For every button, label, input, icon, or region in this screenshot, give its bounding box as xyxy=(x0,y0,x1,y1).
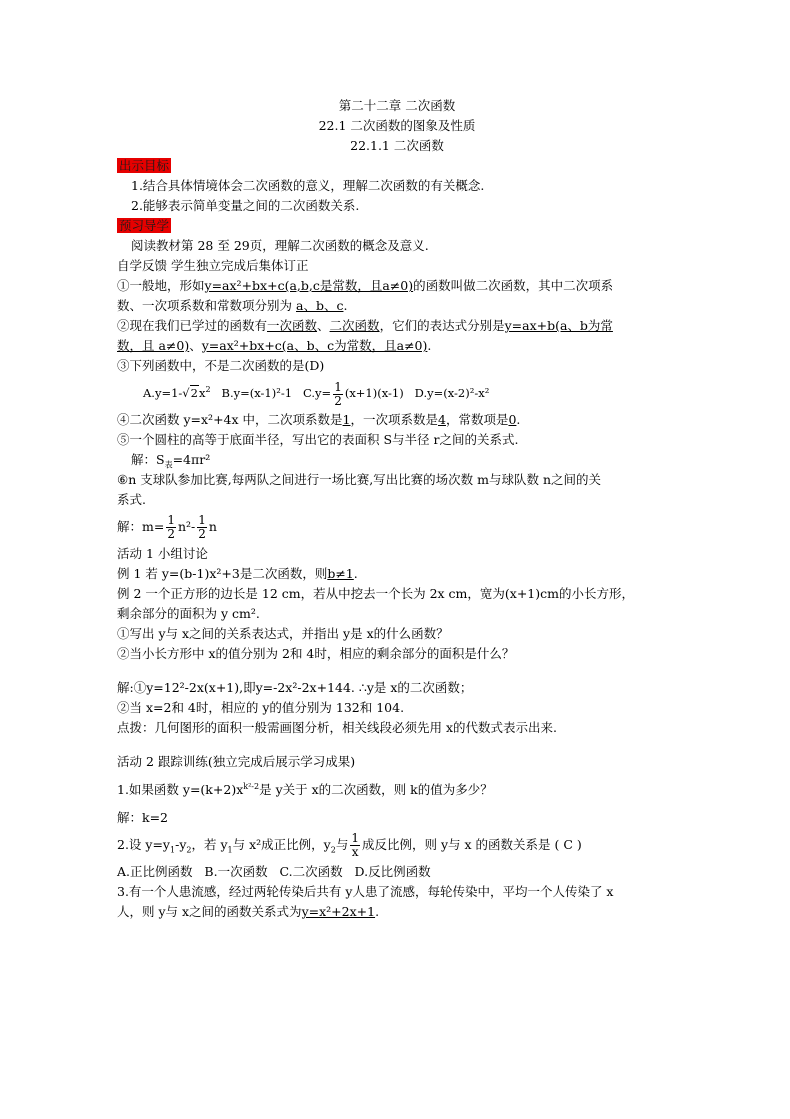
fraction: $\frac{1}{2}$ xyxy=(167,513,175,541)
question-3-options: $A.y=1-√2x^2$ B.y=(x-1)²-1 C.y= $\frac{1}{2}$ (x+1)(x-1) D.y=(x-2)²-x² xyxy=(117,376,677,410)
sqrt-symbol: √2 xyxy=(182,386,198,400)
practice-2-options: A.正比例函数 B.一次函数 C.二次函数 D.反比例函数 xyxy=(117,864,431,879)
answer-blank: 一次函数 xyxy=(267,318,318,333)
question-6-line-1: ⑥n 支球队参加比赛,每两队之间进行一场比赛,写出比赛的场次数 m与球队数 n之间的关 xyxy=(117,472,602,487)
practice-3-line-2: 人，则 y与 x之间的函数关系式为y=x²+2x+1. xyxy=(117,904,380,919)
question-1-line-2: 数、一次项系数和常数项分别为 a、b、c. xyxy=(117,298,348,313)
question-1-line-1: ①一般地，形如y=ax²+bx+c(a,b,c是常数，且a≠0)的函数叫做二次函数，其中二次项系 xyxy=(117,278,614,293)
question-3: ③下列函数中，不是二次函数的是(D) xyxy=(117,358,325,373)
answer-blank: 4 xyxy=(438,412,446,427)
example-2-question-1: ①写出 y与 x之间的关系表达式，并指出 y是 x的什么函数？ xyxy=(117,626,449,641)
question-2-line-2: 数，且 a≠0)、y=ax²+bx+c(a、b、c为常数，且a≠0). xyxy=(117,338,432,353)
question-4: ④二次函数 y=x²+4x 中，二次项系数是1，一次项系数是4，常数项是0. xyxy=(117,412,521,427)
answer-blank: a、b、c xyxy=(296,298,344,313)
question-2-line-1: ②现在我们已学过的函数有一次函数、二次函数，它们的表达式分别是y=ax+b(a、b为常 xyxy=(117,318,613,333)
preview-tag: 预习导学 xyxy=(119,218,170,233)
example-2-question-2: ②当小长方形中 x的值分别为 2和 4时，相应的剩余部分的面积是什么？ xyxy=(117,646,515,661)
example-2-solution-1: 解:①y=12²-2x(x+1),即y=-2x²-2x+144. ∴y是 x的二次函数； xyxy=(117,680,473,695)
chapter-title: 第二十二章 二次函数 xyxy=(338,98,456,113)
answer-blank: y=ax²+bx+c(a,b,c是常数，且a≠0) xyxy=(204,278,414,293)
section-title: 22.1 二次函数的图象及性质 xyxy=(318,118,476,133)
example-2-line-2: 剩余部分的面积为 y cm². xyxy=(117,606,260,621)
self-feedback: 自学反馈 学生独立完成后集体订正 xyxy=(117,258,309,273)
practice-3-line-1: 3.有一个人患流感，经过两轮传染后共有 y人患了流感，每轮传染中，平均一个人传染了 x xyxy=(117,884,614,899)
subsection-title: 22.1.1 二次函数 xyxy=(350,138,444,153)
example-2-solution-2: ②当 x=2和 4时，相应的 y的值分别为 132和 104. xyxy=(117,700,405,715)
answer-blank: 0 xyxy=(508,412,517,427)
preview-heading xyxy=(117,216,677,236)
reading-instruction: 阅读教材第 28 至 29页，理解二次函数的概念及意义. xyxy=(131,238,429,253)
document-page xyxy=(117,0,677,922)
fraction: $\frac{1}{2}$ xyxy=(334,379,342,408)
example-2-line-1: 例 2 一个正方形的边长是 12 cm，若从中挖去一个长为 2x cm，宽为(x+1)cm的小长方形， xyxy=(117,586,634,601)
goal-item-1: 1.结合具体情境体会二次函数的意义，理解二次函数的有关概念. xyxy=(131,178,485,193)
tip: 点拨：几何图形的面积一般需画图分析，相关线段必须先用 x的代数式表示出来. xyxy=(117,720,557,735)
fraction: $\frac{1}{2}$ xyxy=(198,513,206,541)
answer-blank: b≠1 xyxy=(327,566,354,581)
goal-item-2: 2.能够表示简单变量之间的二次函数关系. xyxy=(131,198,360,213)
question-6-line-2: 系式. xyxy=(117,492,146,507)
answer-blank: y=ax²+bx+c(a、b、c为常数，且a≠0) xyxy=(201,338,428,353)
activity-1-title: 活动 1 小组讨论 xyxy=(117,546,208,561)
activity-2-title: 活动 2 跟踪训练(独立完成后展示学习成果) xyxy=(117,754,356,769)
question-6-solution: 解：m= $\frac{1}{2}$ n²- $\frac{1}{2}$ n xyxy=(117,513,217,541)
answer-blank: y=ax+b(a、b为常 xyxy=(504,318,613,333)
answer-blank: y=x²+2x+1 xyxy=(301,904,376,919)
question-5: ⑤一个圆柱的高等于底面半径，写出它的表面积 S与半径 r之间的关系式. xyxy=(117,432,519,447)
practice-1: 1.如果函数 $y=(k+2)x^{k^2-2}$是 y关于 x的二次函数，则 k的值为多少？ xyxy=(117,781,493,797)
practice-1-solution: 解：k=2 xyxy=(117,810,169,825)
answer-blank: 1 xyxy=(342,412,351,427)
fraction: $\frac{1}{x}$ xyxy=(351,831,359,859)
answer-blank: 二次函数 xyxy=(329,318,380,333)
example-1: 例 1 若 y=(b-1)x²+3是二次函数，则b≠1. xyxy=(117,566,358,581)
goals-heading xyxy=(117,156,677,176)
practice-2: 2.设 $y=y_1-y_2$，若 $y_1$与 x²成正比例，$y_2$与 $\frac{1}{x}$ 成反比例，则 y与 x 的函数关系是 ( C ) xyxy=(117,831,582,859)
question-5-solution: 解：$S_表=4\pi r^2$ xyxy=(131,452,211,470)
goals-tag: 出示目标 xyxy=(119,158,170,173)
answer-blank: 数，且 a≠0) xyxy=(117,338,190,353)
